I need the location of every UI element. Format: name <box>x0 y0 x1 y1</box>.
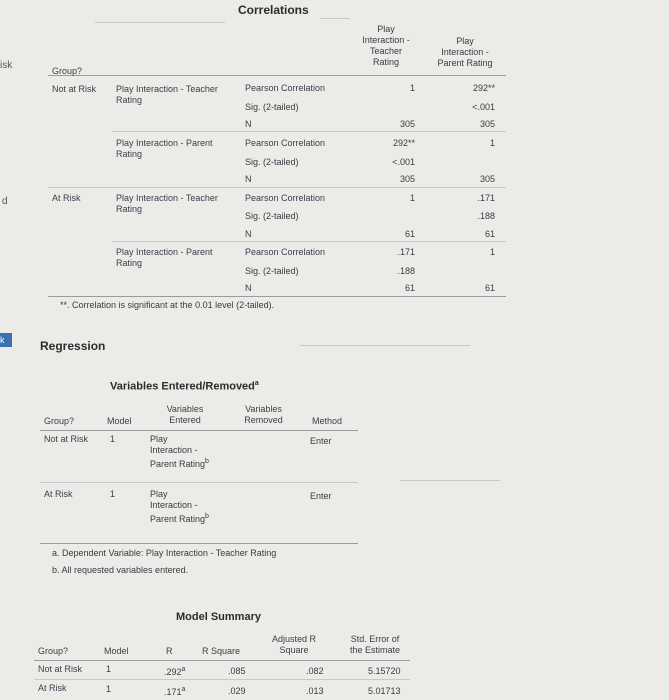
cell-value: .171 <box>397 247 415 257</box>
row-method: Enter <box>310 436 332 446</box>
cell-value: 305 <box>399 119 415 129</box>
col-header-group: Group? <box>44 416 75 426</box>
group-label: Group? <box>52 66 83 76</box>
divider <box>400 480 500 481</box>
stat-label: Sig. (2-tailed) <box>245 102 299 112</box>
divider <box>95 22 225 23</box>
table-rule <box>40 482 358 483</box>
col-header-r-square: R Square <box>202 646 241 656</box>
stat-label: Sig. (2-tailed) <box>245 266 299 276</box>
variable-label: Play Interaction - Parent Rating <box>116 138 213 159</box>
cell-value: <.001 <box>472 102 495 112</box>
table-rule <box>40 430 358 431</box>
row-model: 1 <box>110 489 116 499</box>
cell-value: 61 <box>484 229 495 239</box>
table-rule <box>34 660 410 661</box>
margin-label-2: d <box>2 196 8 207</box>
cell-value: 305 <box>479 174 495 184</box>
row-r: .292$^a$ <box>164 666 186 677</box>
row-model: 1 <box>110 434 116 444</box>
col-header-removed: Variables Removed <box>244 404 283 425</box>
stat-label: Pearson Correlation <box>245 138 326 148</box>
stat-label: N <box>245 229 252 239</box>
entered-removed-title: Variables Entered/Removed$^a$ <box>110 380 259 393</box>
row-group: Not at Risk <box>44 434 89 444</box>
divider <box>320 18 350 19</box>
col-header-r: R <box>166 646 173 656</box>
note-b: b. All requested variables entered. <box>52 565 189 575</box>
note-a: a. Dependent Variable: Play Interaction - Teacher Rating <box>52 548 277 558</box>
col-header-method: Method <box>312 416 343 426</box>
cell-value: 1 <box>489 247 495 257</box>
cell-value: 292** <box>472 83 495 93</box>
table-rule <box>48 187 506 188</box>
cell-value: .171 <box>477 193 495 203</box>
cell-value: 61 <box>484 283 495 293</box>
table-rule <box>112 131 506 132</box>
cell-value: <.001 <box>392 157 415 167</box>
cell-value: .188 <box>397 266 415 276</box>
cell-value: 305 <box>399 174 415 184</box>
col-header-model: Model <box>107 416 132 426</box>
stat-label: Pearson Correlation <box>245 247 326 257</box>
corr-header-teacher: Play Interaction - Teacher Rating <box>362 24 410 67</box>
stat-label: Sig. (2-tailed) <box>245 157 299 167</box>
cell-value: 1 <box>489 138 495 148</box>
divider <box>300 345 470 346</box>
row-group: Not at Risk <box>38 664 83 674</box>
correlations-footnote: **. Correlation is significant at the 0.01 level (2-tailed). <box>60 300 275 310</box>
col-header-model: Model <box>104 646 129 656</box>
row-entered: Play Interaction - Parent Rating$^b$ <box>150 434 209 469</box>
table-rule <box>48 75 506 76</box>
row-r-square: .029 <box>228 686 246 696</box>
corr-header-parent: Play Interaction - Parent Rating <box>437 36 493 68</box>
col-header-adj-r-square: Adjusted R Square <box>271 634 317 655</box>
cell-value: 292** <box>392 138 415 148</box>
col-header-group: Group? <box>38 646 69 656</box>
variable-label: Play Interaction - Teacher Rating <box>116 84 218 105</box>
row-group: At Risk <box>44 489 73 499</box>
table-rule <box>40 543 358 544</box>
table-rule <box>48 296 506 297</box>
stat-label: Pearson Correlation <box>245 83 326 93</box>
row-std-error: 5.01713 <box>368 686 401 696</box>
stat-label: Pearson Correlation <box>245 193 326 203</box>
row-method: Enter <box>310 491 332 501</box>
col-header-std-error: Std. Error of the Estimate <box>349 634 401 655</box>
margin-label-3: k <box>0 333 12 347</box>
row-model: 1 <box>106 684 112 694</box>
model-summary-title: Model Summary <box>176 611 261 623</box>
variable-label: Play Interaction - Parent Rating <box>116 247 213 268</box>
cell-value: 61 <box>404 229 415 239</box>
margin-label-1: isk <box>0 60 13 71</box>
row-r: .171$^a$ <box>164 686 186 697</box>
row-r-square: .085 <box>228 666 246 676</box>
group-name: At Risk <box>52 193 81 203</box>
row-adj-r-square: .082 <box>306 666 324 676</box>
row-model: 1 <box>106 664 112 674</box>
table-rule <box>112 241 506 242</box>
row-adj-r-square: .013 <box>306 686 324 696</box>
row-std-error: 5.15720 <box>368 666 401 676</box>
correlations-title: Correlations <box>238 3 309 17</box>
stat-label: N <box>245 283 252 293</box>
cell-value: 1 <box>409 83 415 93</box>
row-group: At Risk <box>38 683 67 693</box>
cell-value: .188 <box>477 211 495 221</box>
row-entered: Play Interaction - Parent Rating$^b$ <box>150 489 209 524</box>
cell-value: 305 <box>479 119 495 129</box>
stat-label: Sig. (2-tailed) <box>245 211 299 221</box>
stat-label: N <box>245 119 252 129</box>
stat-label: N <box>245 174 252 184</box>
group-name: Not at Risk <box>52 84 97 94</box>
variable-label: Play Interaction - Teacher Rating <box>116 193 218 214</box>
table-rule <box>34 679 410 680</box>
cell-value: 61 <box>404 283 415 293</box>
col-header-entered: Variables Entered <box>166 404 204 425</box>
regression-heading: Regression <box>40 339 106 353</box>
cell-value: 1 <box>409 193 415 203</box>
